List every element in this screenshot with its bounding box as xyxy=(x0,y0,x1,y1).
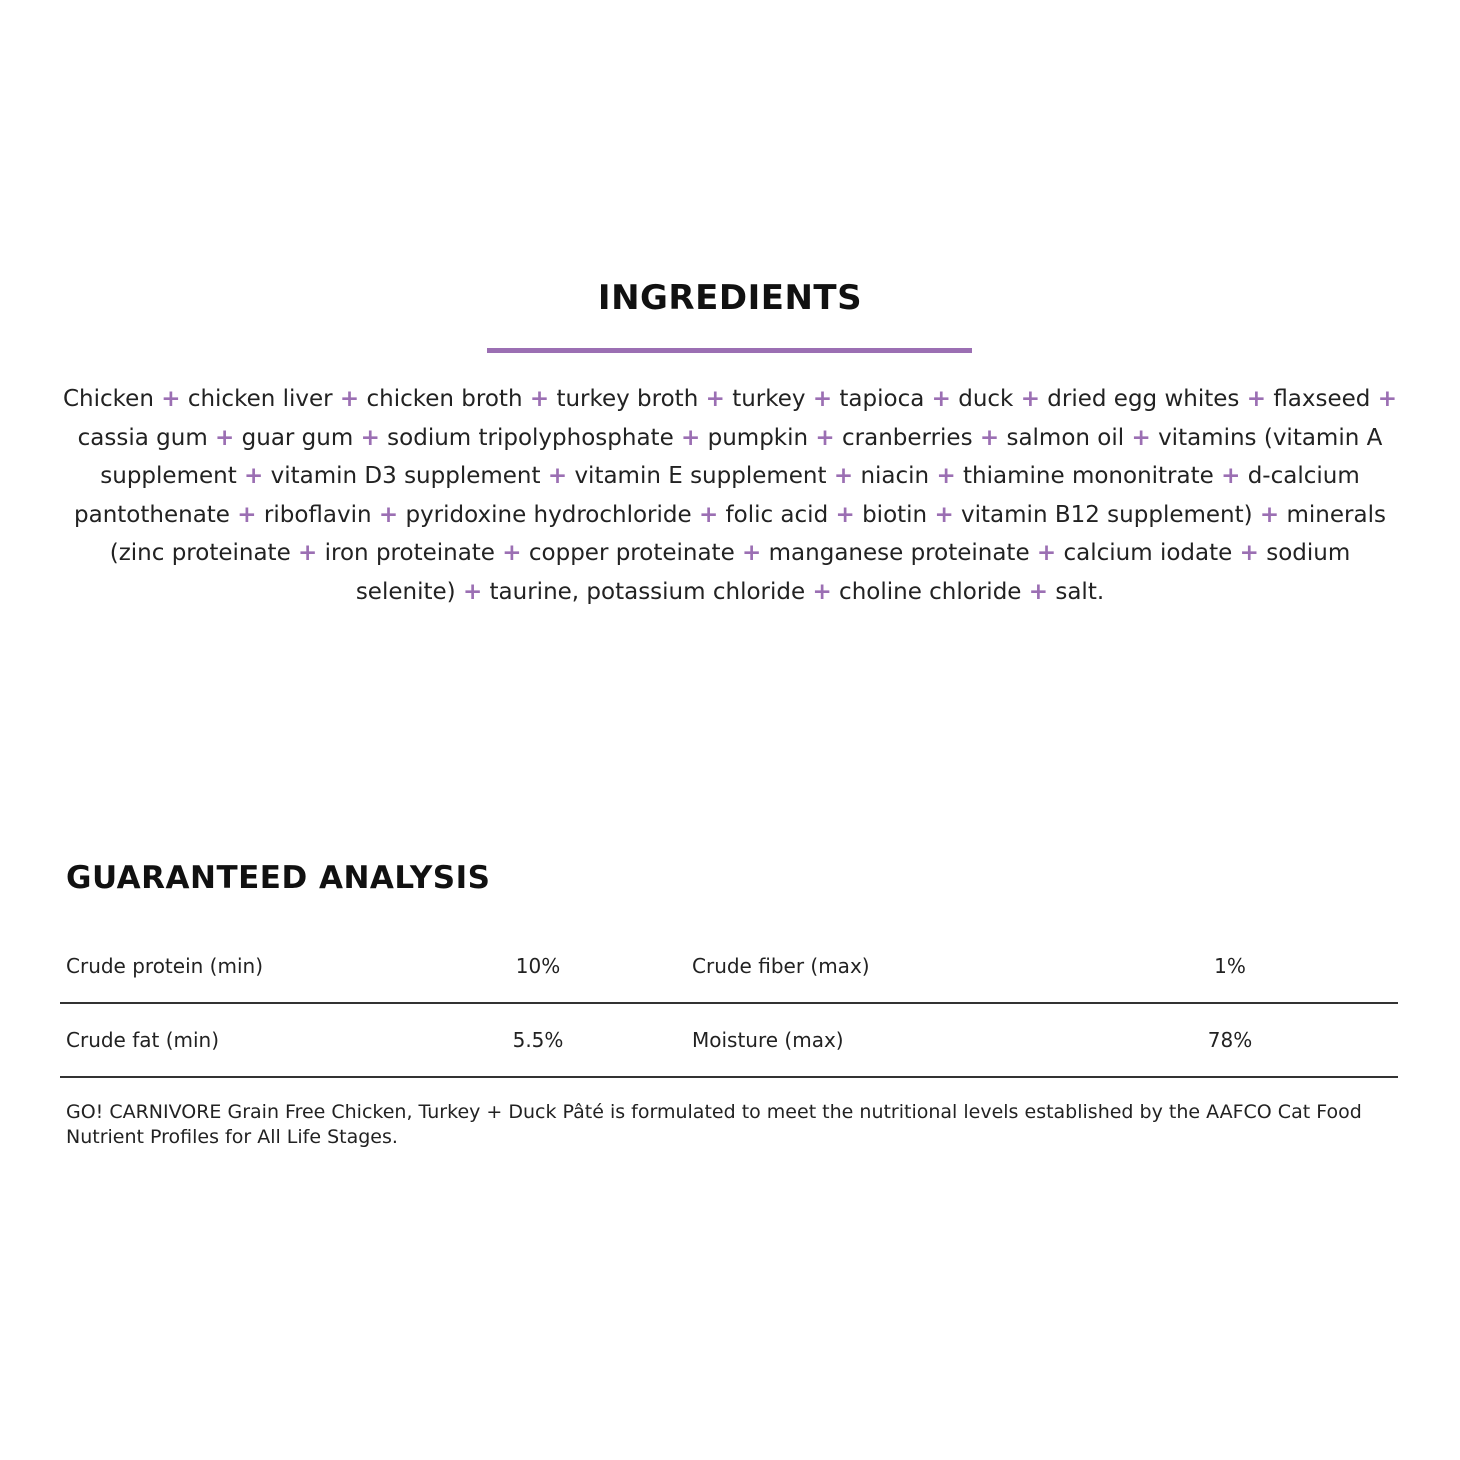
ingredient-item: cranberries xyxy=(842,424,973,451)
ingredients-divider xyxy=(487,348,972,353)
plus-separator-icon: + xyxy=(812,578,832,605)
ingredient-item: riboflavin xyxy=(263,501,372,528)
ingredient-item: vitamins (vitamin A supplement xyxy=(100,424,1383,489)
plus-separator-icon: + xyxy=(529,386,550,412)
ingredient-item: d-calcium pantothenate xyxy=(74,463,1360,528)
ingredient-item: vitamin E supplement xyxy=(574,463,827,489)
plus-separator-icon: + xyxy=(298,540,318,566)
plus-separator-icon: + xyxy=(215,424,235,451)
ingredient-item: guar gum xyxy=(241,424,354,451)
plus-separator-icon: + xyxy=(934,501,954,528)
plus-separator-icon: + xyxy=(244,463,264,489)
table-row xyxy=(60,1004,1398,1078)
plus-separator-icon: + xyxy=(833,463,854,489)
ingredient-item: turkey xyxy=(732,386,806,412)
ingredient-item: salmon oil xyxy=(1006,424,1125,451)
plus-separator-icon: + xyxy=(936,463,956,489)
ingredient-item: Chicken xyxy=(63,386,154,412)
plus-separator-icon: + xyxy=(502,540,522,566)
ingredient-item: duck xyxy=(958,386,1014,412)
plus-separator-icon: + xyxy=(237,501,257,528)
ingredient-item: taurine, potassium chloride xyxy=(489,578,806,605)
ingredient-item: flaxseed xyxy=(1273,386,1371,412)
ingredients-heading: INGREDIENTS xyxy=(597,278,863,318)
plus-separator-icon: + xyxy=(681,424,701,451)
ingredient-item: choline chloride xyxy=(839,578,1022,605)
ingredient-item: dried egg whites xyxy=(1047,386,1240,412)
plus-separator-icon: + xyxy=(812,386,833,412)
plus-separator-icon: + xyxy=(1028,578,1049,605)
ingredient-item: sodium selenite) xyxy=(355,540,1351,605)
plus-separator-icon: + xyxy=(547,463,568,489)
ingredient-item: niacin xyxy=(860,463,930,489)
ingredient-item: vitamin D3 supplement xyxy=(270,463,541,489)
nutrient-label: Crude fiber (max) xyxy=(692,954,870,978)
plus-separator-icon: + xyxy=(835,501,855,528)
ingredient-item: manganese proteinate xyxy=(768,540,1030,566)
ingredient-item: iron proteinate xyxy=(324,540,495,566)
ingredient-item: sodium tripolyphosphate xyxy=(387,424,674,451)
nutrient-label: Crude fat (min) xyxy=(66,1028,220,1052)
nutrient-label: Moisture (max) xyxy=(692,1028,844,1052)
ingredient-item: minerals (zinc proteinate xyxy=(109,501,1386,566)
ingredient-item: tapioca xyxy=(839,386,925,412)
plus-separator-icon: + xyxy=(1377,386,1397,412)
plus-separator-icon: + xyxy=(1246,386,1266,412)
ingredient-item: calcium iodate xyxy=(1063,540,1233,566)
plus-separator-icon: + xyxy=(1221,463,1241,489)
plus-separator-icon: + xyxy=(742,540,762,566)
nutrient-value: 1% xyxy=(1214,954,1246,978)
plus-separator-icon: + xyxy=(1020,386,1040,412)
aafco-statement: GO! CARNIVORE Grain Free Chicken, Turkey + Duck Pâté is formulated to meet the nutritional levels established by the AAFCO Cat Food Nutrient Profiles for All Life Stages. xyxy=(66,1101,1362,1148)
ingredients-list xyxy=(62,380,1398,611)
ingredient-item: pumpkin xyxy=(707,424,809,451)
plus-separator-icon: + xyxy=(698,501,719,528)
plus-separator-icon: + xyxy=(339,386,360,412)
ingredient-item: folic acid xyxy=(725,501,829,528)
ingredient-item: turkey broth xyxy=(556,386,699,412)
plus-separator-icon: + xyxy=(705,386,725,412)
ingredient-item: chicken broth xyxy=(366,386,523,412)
plus-separator-icon: + xyxy=(1131,424,1151,451)
plus-separator-icon: + xyxy=(931,386,951,412)
ingredient-item: salt. xyxy=(1055,578,1105,605)
guaranteed-analysis-table xyxy=(60,930,1398,1078)
guaranteed-analysis-heading: GUARANTEED ANALYSIS xyxy=(66,860,491,896)
plus-separator-icon: + xyxy=(378,501,399,528)
plus-separator-icon: + xyxy=(815,424,835,451)
plus-separator-icon: + xyxy=(161,386,181,412)
nutrient-label: Crude protein (min) xyxy=(66,954,263,978)
ingredient-item: pyridoxine hydrochloride xyxy=(405,501,692,528)
ingredient-item: thiamine mononitrate xyxy=(963,463,1214,489)
plus-separator-icon: + xyxy=(1239,540,1259,566)
ingredient-item: cassia gum xyxy=(77,424,208,451)
table-row xyxy=(60,930,1398,1004)
plus-separator-icon: + xyxy=(1036,540,1057,566)
nutrient-value: 5.5% xyxy=(512,1028,564,1052)
ingredient-item: vitamin B12 supplement) xyxy=(961,501,1253,528)
plus-separator-icon: + xyxy=(360,424,380,451)
ingredient-item: copper proteinate xyxy=(528,540,735,566)
plus-separator-icon: + xyxy=(462,578,483,605)
plus-separator-icon: + xyxy=(1259,501,1280,528)
nutrient-value: 10% xyxy=(515,954,561,978)
nutrient-value: 78% xyxy=(1207,1028,1253,1052)
ingredient-item: biotin xyxy=(862,501,928,528)
plus-separator-icon: + xyxy=(979,424,1000,451)
ingredient-item: chicken liver xyxy=(187,386,333,412)
